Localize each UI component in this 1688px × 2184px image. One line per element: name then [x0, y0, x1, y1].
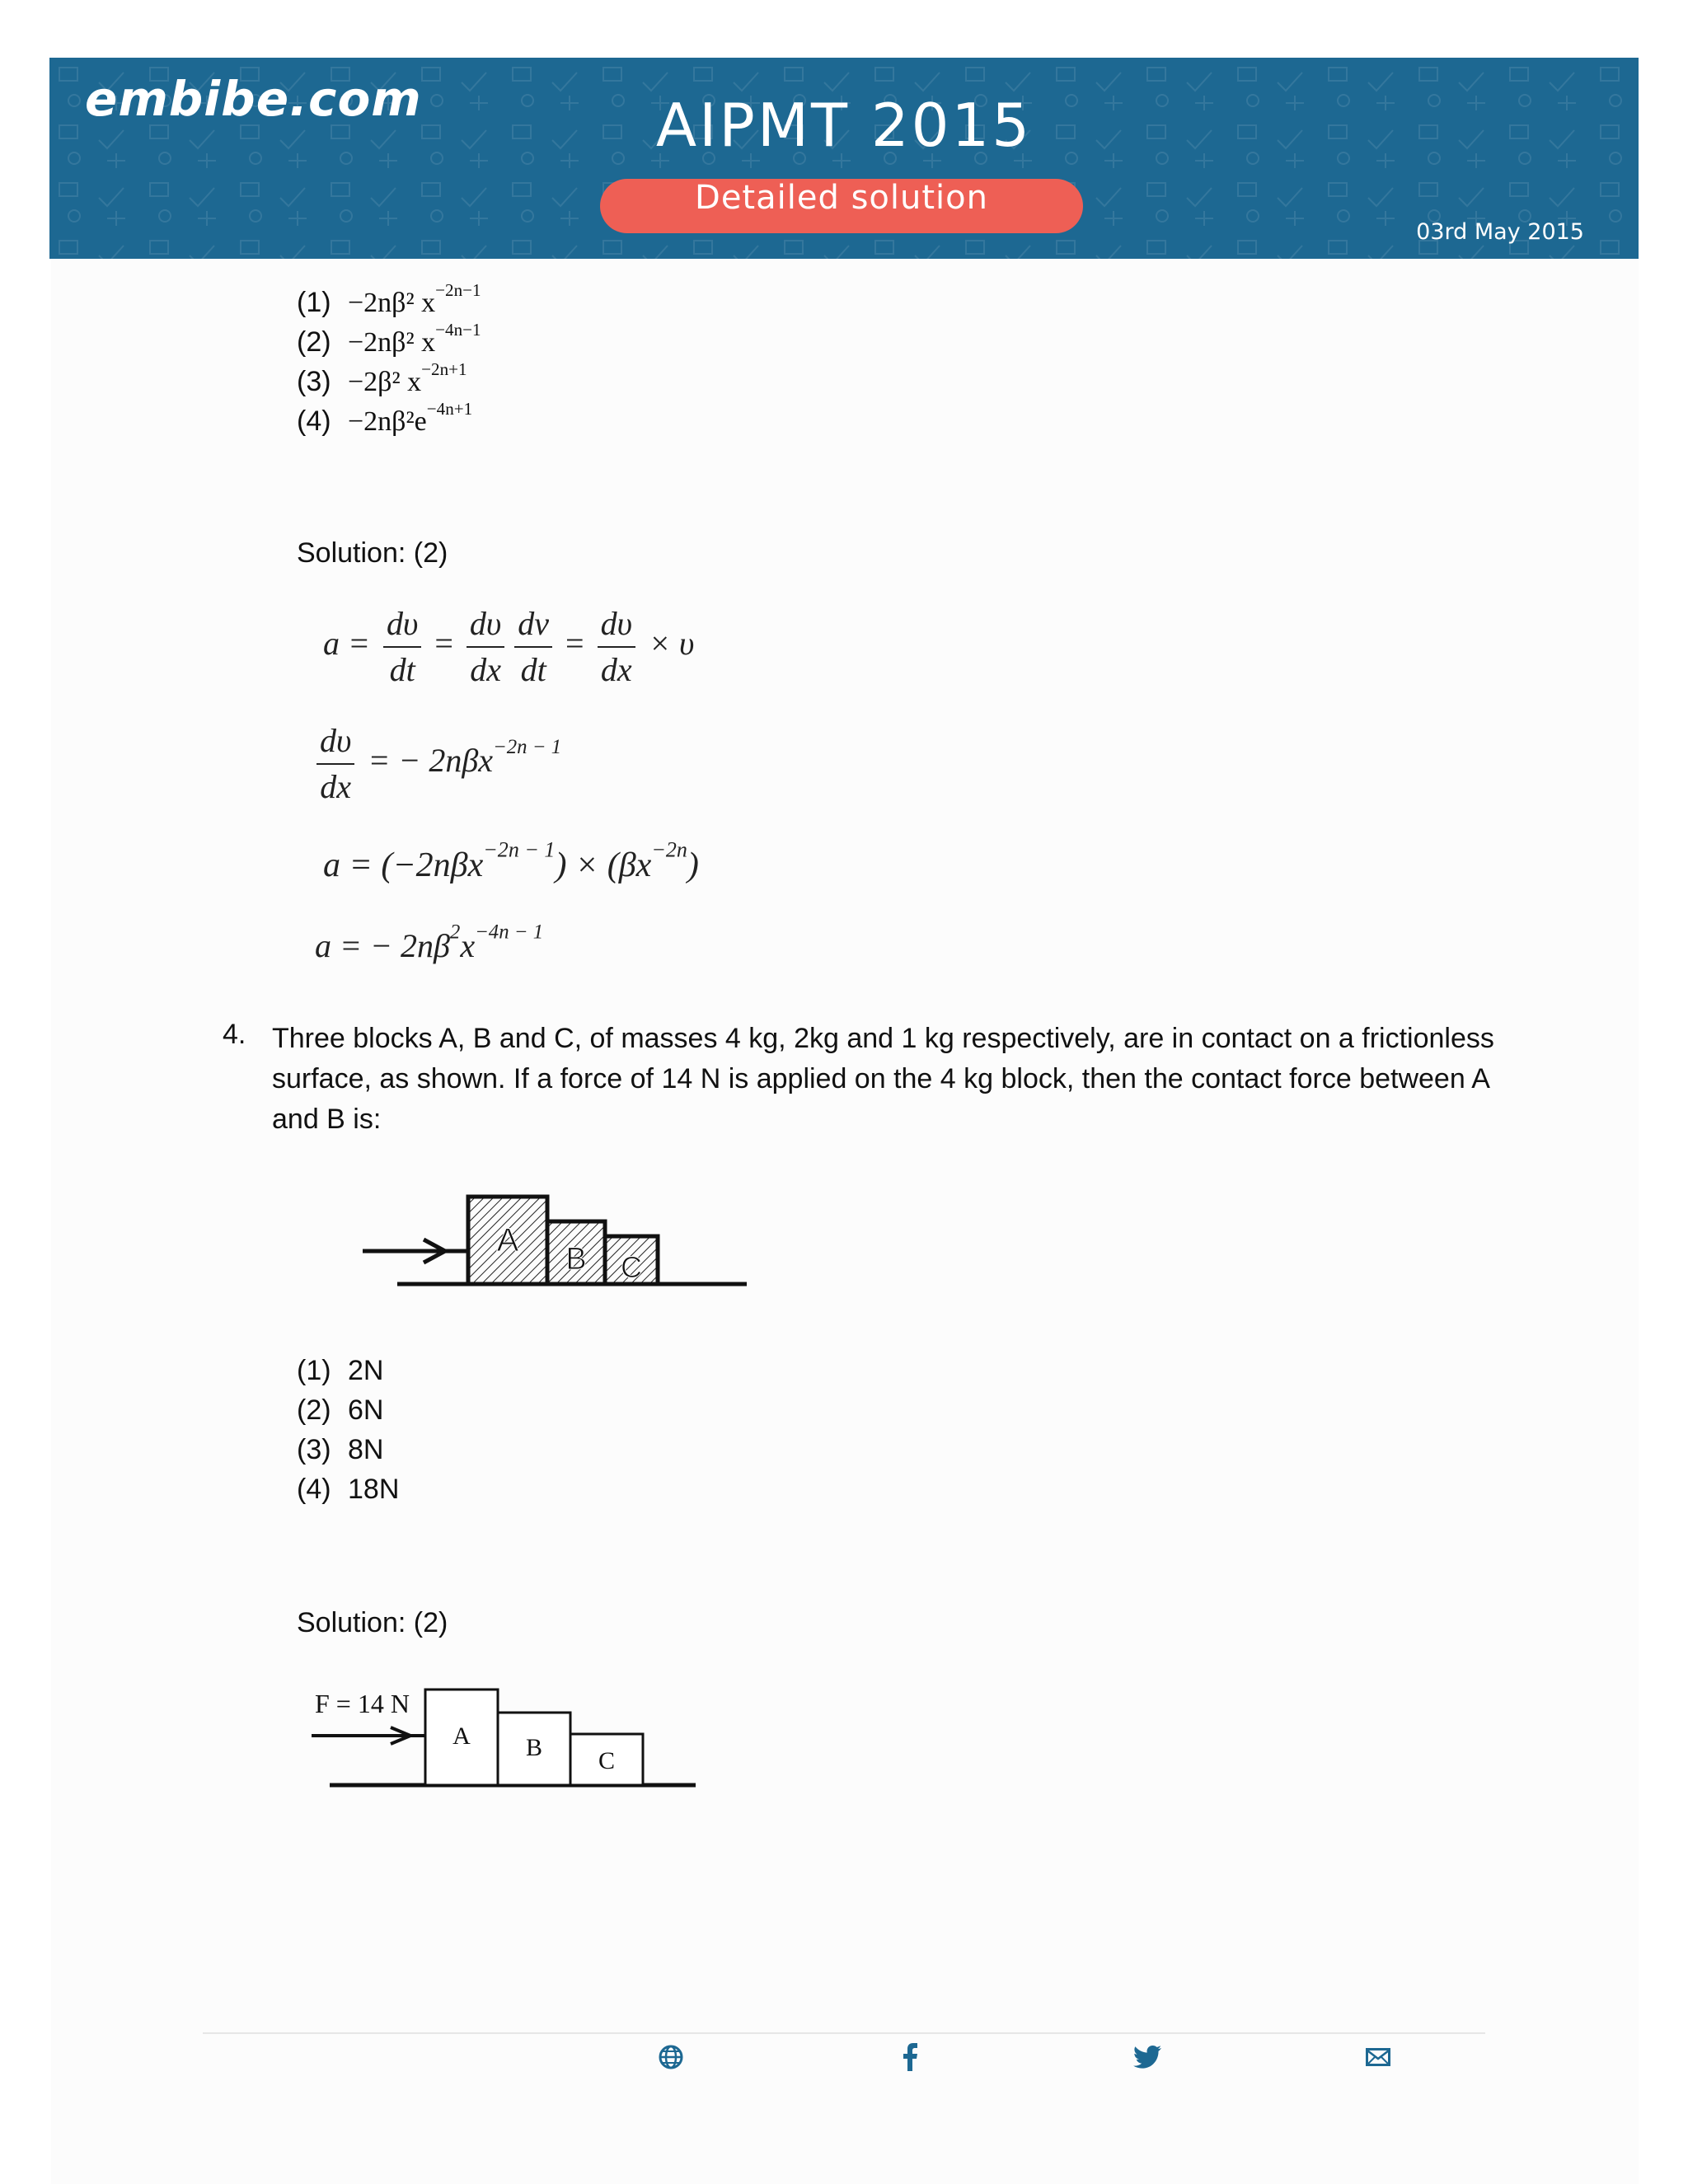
eq-exponent: −2n — [651, 837, 687, 862]
numerator: dυ — [316, 719, 354, 765]
eq-square: 2 — [449, 921, 461, 944]
numerator: dυ — [383, 602, 421, 648]
q4-option-2 — [297, 1394, 383, 1427]
denominator: dx — [320, 768, 352, 805]
eq-part-1: (−2nβx — [381, 846, 484, 884]
option-text: −2nβ² x — [348, 327, 436, 358]
label-c: C — [598, 1747, 616, 1774]
option-number: (1) — [297, 287, 331, 318]
denominator: dt — [389, 651, 415, 688]
question-number: 4. — [223, 1019, 246, 1050]
denominator: dx — [470, 651, 501, 688]
equation-line-2 — [312, 719, 561, 809]
denominator: dt — [520, 651, 546, 688]
q4-option-4 — [297, 1474, 399, 1506]
force-label: F = 14 N — [315, 1689, 410, 1718]
option-exponent: −2n−1 — [435, 280, 481, 301]
fraction-dv-dt-2 — [514, 602, 552, 692]
fraction-dv-dt — [383, 602, 421, 692]
exam-title: AIPMT 2015 — [655, 91, 1033, 160]
option-4 — [297, 399, 473, 438]
footer-divider — [203, 2032, 1485, 2034]
label-a: A — [496, 1222, 519, 1258]
option-number: (1) — [297, 1355, 331, 1386]
option-number: (4) — [297, 405, 331, 437]
mail-icon[interactable] — [1362, 2041, 1395, 2074]
option-number: (3) — [297, 1434, 331, 1465]
eq-a: a = — [323, 846, 373, 884]
eq-x: x — [460, 927, 476, 964]
solution-diagram — [308, 1681, 704, 1797]
option-exponent: −2n+1 — [421, 359, 467, 380]
equals-sign: = — [565, 625, 584, 663]
site-logo[interactable]: embibe.com — [85, 71, 422, 127]
option-text: 6N — [348, 1394, 384, 1426]
denominator: dx — [600, 651, 632, 688]
fraction-dv-dx-3 — [316, 719, 354, 809]
q4-option-1 — [297, 1355, 383, 1387]
fraction-dv-dx-2 — [598, 602, 635, 692]
equation-line-3 — [323, 837, 699, 885]
option-number: (3) — [297, 366, 331, 397]
option-text: −2nβ² x — [348, 288, 436, 318]
option-text: −2nβ²e — [348, 406, 427, 437]
question-text: Three blocks A, B and C, of masses 4 kg, 2kg and 1 kg respectively, are in contact on a frictionless surface, as shown. If a force of 14 N is applied on the 4 kg block, then the contact force between A and B is: — [272, 1023, 1494, 1135]
option-number: (4) — [297, 1474, 331, 1505]
label-c: C — [621, 1250, 642, 1284]
numerator: dυ — [598, 602, 635, 648]
option-exponent: −4n−1 — [435, 320, 481, 340]
equals-sign: = — [434, 625, 453, 663]
equation-line-1 — [323, 602, 694, 692]
fraction-dv-dx — [467, 602, 504, 692]
label-b: B — [565, 1242, 587, 1277]
option-number: (2) — [297, 326, 331, 358]
option-text: 8N — [348, 1434, 384, 1465]
option-text: 18N — [348, 1474, 400, 1505]
twitter-icon[interactable] — [1131, 2041, 1164, 2074]
header-banner — [49, 58, 1639, 259]
eq-exponent: −2n − 1 — [493, 735, 562, 758]
option-text: 2N — [348, 1355, 384, 1386]
q4-option-3 — [297, 1434, 383, 1466]
exam-date: 03rd May 2015 — [1416, 219, 1584, 245]
solution-label-q4: Solution: (2) — [297, 1607, 448, 1638]
label-b: B — [525, 1734, 543, 1761]
option-number: (2) — [297, 1394, 331, 1426]
times-v: × υ — [648, 625, 695, 663]
globe-icon[interactable] — [654, 2041, 687, 2074]
detailed-solution-badge: Detailed solution — [600, 179, 1083, 233]
page-background — [51, 259, 1639, 2184]
label-a: A — [452, 1722, 471, 1750]
eq-exponent: −4n − 1 — [475, 921, 544, 944]
numerator: dv — [514, 602, 552, 648]
option-3 — [297, 359, 467, 398]
option-1 — [297, 280, 481, 319]
option-2 — [297, 320, 481, 359]
solution-label-q3: Solution: (2) — [297, 537, 448, 569]
eq-rhs: = − 2nβx — [368, 742, 494, 780]
numerator: dυ — [467, 602, 504, 648]
option-text: −2β² x — [348, 367, 422, 397]
option-exponent: −4n+1 — [426, 399, 473, 419]
question-diagram — [354, 1187, 750, 1294]
eq-end: ) — [687, 846, 699, 884]
facebook-icon[interactable] — [893, 2041, 926, 2074]
eq-lhs: a = − 2nβ — [315, 927, 450, 964]
eq-a: a = — [323, 625, 370, 663]
equation-line-4 — [315, 921, 544, 965]
eq-middle: ) × (βx — [555, 846, 652, 884]
eq-exponent: −2n − 1 — [483, 837, 556, 862]
